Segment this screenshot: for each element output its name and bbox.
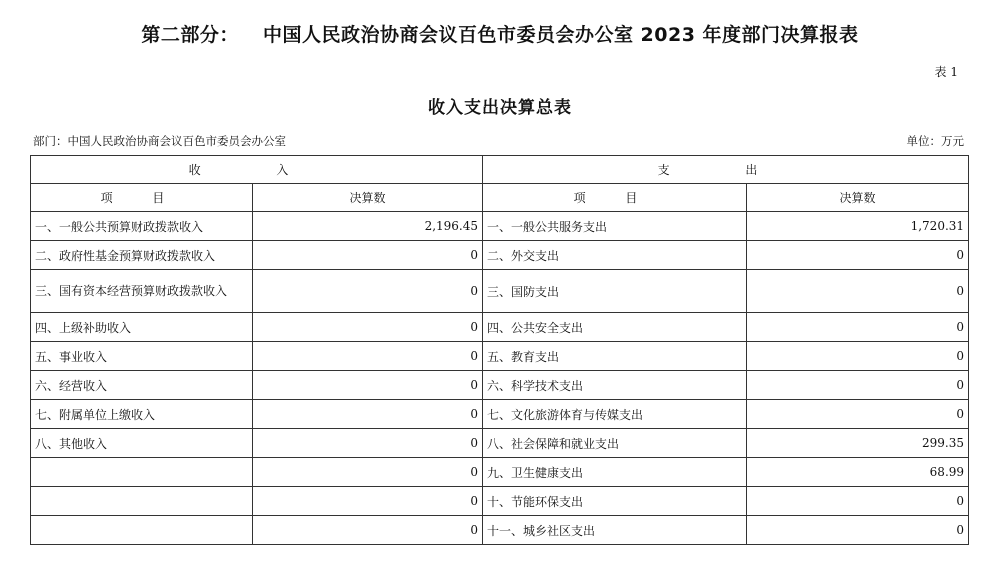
expense-amount: 68.99 bbox=[747, 458, 969, 487]
income-item bbox=[31, 458, 253, 487]
income-item: 五、事业收入 bbox=[31, 342, 253, 371]
expense-amount: 0 bbox=[747, 313, 969, 342]
income-amount: 0 bbox=[253, 458, 483, 487]
income-amount: 0 bbox=[253, 487, 483, 516]
expense-amount: 0 bbox=[747, 487, 969, 516]
expense-amount: 0 bbox=[747, 371, 969, 400]
table-row bbox=[31, 342, 969, 371]
expense-item: 四、公共安全支出 bbox=[483, 313, 747, 342]
income-amount: 0 bbox=[253, 313, 483, 342]
income-item: 六、经营收入 bbox=[31, 371, 253, 400]
income-amount: 0 bbox=[253, 516, 483, 545]
table-row bbox=[31, 371, 969, 400]
table-row bbox=[31, 458, 969, 487]
expense-amount: 1,720.31 bbox=[747, 212, 969, 241]
income-item: 二、政府性基金预算财政拨款收入 bbox=[31, 241, 253, 270]
unit-label: 单位：万元 bbox=[906, 134, 964, 148]
column-header-row bbox=[31, 184, 969, 212]
table-row bbox=[31, 400, 969, 429]
table-row bbox=[31, 313, 969, 342]
income-item: 一、一般公共预算财政拨款收入 bbox=[31, 212, 253, 241]
income-amount: 2,196.45 bbox=[253, 212, 483, 241]
table-number: 表 1 bbox=[934, 65, 958, 79]
part-label: 第二部分： bbox=[141, 24, 239, 46]
income-item: 八、其他收入 bbox=[31, 429, 253, 458]
expense-section-header: 支 出 bbox=[483, 156, 969, 184]
expense-amount-header: 决算数 bbox=[747, 184, 969, 212]
income-section-header: 收 入 bbox=[31, 156, 483, 184]
expense-item: 九、卫生健康支出 bbox=[483, 458, 747, 487]
expense-amount: 0 bbox=[747, 342, 969, 371]
expense-item-header: 项 目 bbox=[483, 184, 747, 212]
income-item: 四、上级补助收入 bbox=[31, 313, 253, 342]
table-row bbox=[31, 487, 969, 516]
table-title: 收入支出决算总表 bbox=[428, 98, 572, 118]
expense-amount: 0 bbox=[747, 400, 969, 429]
report-title-text: 中国人民政治协商会议百色市委员会办公室 2023 年度部门决算报表 bbox=[262, 24, 859, 46]
expense-amount: 299.35 bbox=[747, 429, 969, 458]
department-label: 部门：中国人民政治协商会议百色市委员会办公室 bbox=[33, 134, 286, 148]
income-amount: 0 bbox=[253, 342, 483, 371]
expense-amount: 0 bbox=[747, 270, 969, 313]
income-item-header: 项 目 bbox=[31, 184, 253, 212]
income-item bbox=[31, 487, 253, 516]
expense-item: 六、科学技术支出 bbox=[483, 371, 747, 400]
expense-item: 三、国防支出 bbox=[483, 270, 747, 313]
table-row bbox=[31, 429, 969, 458]
expense-item: 五、教育支出 bbox=[483, 342, 747, 371]
section-header-row bbox=[31, 156, 969, 184]
expense-item: 二、外交支出 bbox=[483, 241, 747, 270]
expense-item: 七、文化旅游体育与传媒支出 bbox=[483, 400, 747, 429]
income-amount-header: 决算数 bbox=[253, 184, 483, 212]
income-item: 三、国有资本经营预算财政拨款收入 bbox=[31, 270, 253, 313]
expense-amount: 0 bbox=[747, 516, 969, 545]
expense-amount: 0 bbox=[747, 241, 969, 270]
expense-item: 八、社会保障和就业支出 bbox=[483, 429, 747, 458]
table-row bbox=[31, 212, 969, 241]
report-title bbox=[0, 20, 1000, 47]
income-amount: 0 bbox=[253, 241, 483, 270]
table-row bbox=[31, 241, 969, 270]
income-expense-table bbox=[30, 155, 969, 545]
expense-item: 十一、城乡社区支出 bbox=[483, 516, 747, 545]
income-item: 七、附属单位上缴收入 bbox=[31, 400, 253, 429]
income-amount: 0 bbox=[253, 371, 483, 400]
income-amount: 0 bbox=[253, 270, 483, 313]
income-item bbox=[31, 516, 253, 545]
table-row bbox=[31, 270, 969, 313]
table-row bbox=[31, 516, 969, 545]
expense-item: 一、一般公共服务支出 bbox=[483, 212, 747, 241]
income-amount: 0 bbox=[253, 429, 483, 458]
income-amount: 0 bbox=[253, 400, 483, 429]
expense-item: 十、节能环保支出 bbox=[483, 487, 747, 516]
